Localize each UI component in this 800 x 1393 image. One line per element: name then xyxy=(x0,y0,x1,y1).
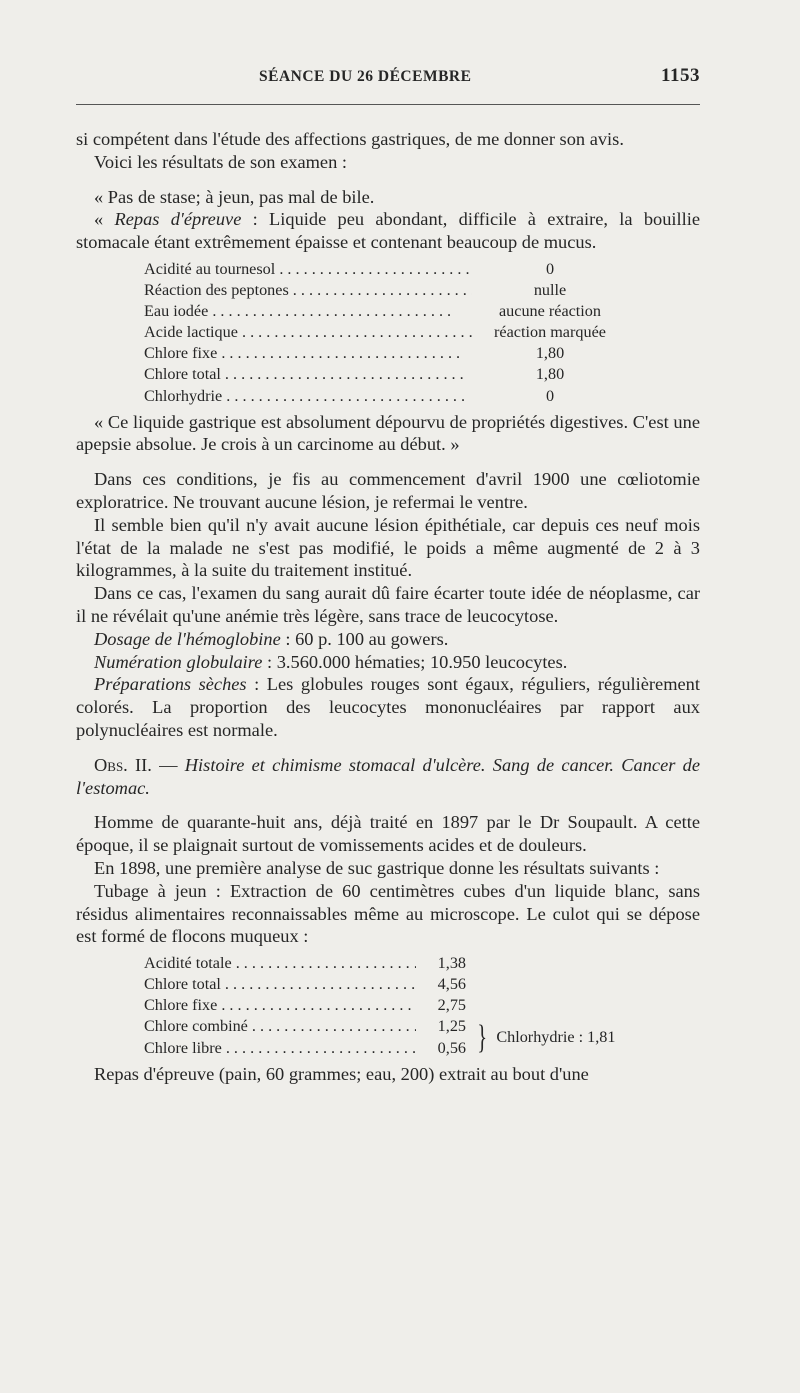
paragraph-text: : Les globules rouges sont égaux, réguliers, régulièrement colorés. La proportion des leucocytes mononucléaires par rapport aux polynucléaires est normale. xyxy=(76,674,700,740)
paragraph-text: : 60 p. 100 au gowers. xyxy=(280,628,449,649)
paragraph-text: : Liquide peu abondant, difficile à extraire, la bouillie stomacale étant extrêmement épaisse et contenant beaucoup de mucus. xyxy=(76,209,701,253)
row-value: 1,80 xyxy=(535,344,565,363)
spacer xyxy=(76,799,700,811)
paragraph: Dans ce cas, l'examen du sang aurait dû faire écarter toute idée de néoplasme, car il ne révélait qu'une anémie très légère, sans trace de leucocytose. xyxy=(76,583,700,627)
obs-label: Obs. II. — xyxy=(94,754,185,775)
italic-term: Préparations sèches xyxy=(94,674,247,695)
row-value: 4,56 xyxy=(437,975,466,994)
paragraph: « Ce liquide gastrique est absolument dépourvu de propriétés digestives. C'est une apepsie absolue. Je crois à un carcinome au début. » xyxy=(76,411,700,455)
paragraph xyxy=(76,651,700,674)
row-value: réaction marquée xyxy=(494,323,606,342)
table-row xyxy=(144,343,700,364)
bracket-note: Chlorhydrie : 1,81 xyxy=(496,1028,616,1046)
results-table-2 xyxy=(144,953,700,1058)
table-row xyxy=(144,280,700,301)
italic-term: Numération globulaire xyxy=(94,651,263,672)
row-label: Acidité totale . . . xyxy=(144,953,416,974)
paragraph xyxy=(76,628,700,651)
paragraph: Voici les résultats de son examen : xyxy=(94,151,347,172)
paragraph: si compétent dans l'étude des affections gastriques, de me donner son avis. xyxy=(76,129,624,149)
obs-title: Histoire et chimisme stomacal d'ulcère. Sang de cancer. Cancer de l'estomac. xyxy=(76,754,701,798)
table-row xyxy=(144,995,700,1016)
page-number: 1153 xyxy=(661,65,700,86)
paragraph: En 1898, une première analyse de suc gastrique donne les résultats suivants : xyxy=(94,857,660,878)
paragraph: Dans ces conditions, je fis au commencement d'avril 1900 une cœliotomie exploratrice. Ne trouvant aucune lésion, je refermai le ventre. xyxy=(76,469,700,513)
row-label: Acidité au tournesol . . . xyxy=(144,259,472,280)
bracketed-rows xyxy=(144,1016,466,1058)
row-value: aucune réaction xyxy=(498,302,601,321)
paragraph xyxy=(76,208,700,254)
row-label: Réaction des peptones . . . xyxy=(144,280,472,301)
row-value: 0 xyxy=(545,386,555,405)
table-row xyxy=(144,974,700,995)
row-label: Chlore total . . . xyxy=(144,364,472,385)
spacer xyxy=(76,456,700,468)
paragraph: « Pas de stase; à jeun, pas mal de bile. xyxy=(94,186,375,207)
row-label: Chlore fixe . . . xyxy=(144,995,416,1016)
row-value: 1,38 xyxy=(437,954,466,973)
table-row xyxy=(144,322,700,343)
results-table-1 xyxy=(144,259,700,407)
row-value: 0 xyxy=(545,259,555,278)
row-label: Chlorhydrie . . . xyxy=(144,386,472,407)
body-text xyxy=(76,128,700,1085)
page xyxy=(76,62,701,1084)
spacer xyxy=(76,174,700,186)
header-title: SÉANCE DU 26 DÉCEMBRE xyxy=(259,68,472,85)
paragraph: Repas d'épreuve (pain, 60 grammes; eau, 200) extrait au bout d'une xyxy=(94,1063,589,1084)
running-header xyxy=(76,62,700,92)
brace-icon: } xyxy=(477,1018,488,1056)
quote-mark: « xyxy=(94,209,115,230)
paragraph xyxy=(76,673,700,741)
row-label: Chlore combiné . . . xyxy=(144,1016,416,1037)
paragraph: Il semble bien qu'il n'y avait aucune lésion épithétiale, car depuis ces neuf mois l'état de la malade ne s'est pas modifié, le poids a même augmenté de 2 à 3 kilogrammes, à la suite du traitement institué. xyxy=(76,514,700,581)
row-label: Chlore total . . . xyxy=(144,974,416,995)
bracket-group xyxy=(144,1016,700,1058)
row-value: nulle xyxy=(533,281,567,300)
row-label: Chlore fixe . . . xyxy=(144,343,472,364)
italic-term: Dosage de l'hémoglobine xyxy=(94,628,281,649)
italic-term: Repas d'épreuve xyxy=(114,209,242,230)
row-value: 0,56 xyxy=(437,1038,466,1057)
table-row xyxy=(144,953,700,974)
row-label: Chlore libre . . . xyxy=(144,1038,416,1059)
table-row xyxy=(144,386,700,407)
table-row xyxy=(144,259,700,280)
spacer xyxy=(76,742,700,754)
row-value: 2,75 xyxy=(437,996,466,1015)
paragraph: Homme de quarante-huit ans, déjà traité en 1897 par le Dr Soupault. A cette époque, il se plaignait surtout de vomissements acides et de douleurs. xyxy=(76,812,700,856)
row-label: Eau iodée . . . xyxy=(144,301,472,322)
paragraph-text: : 3.560.000 hématies; 10.950 leucocytes. xyxy=(262,651,568,672)
table-row xyxy=(144,364,700,385)
observation-heading xyxy=(76,754,700,800)
table-row xyxy=(144,1016,466,1037)
table-row xyxy=(144,1038,466,1059)
table-row xyxy=(144,301,700,322)
header-rule xyxy=(76,104,700,105)
row-label: Acide lactique . . . xyxy=(144,322,472,343)
paragraph: Tubage à jeun : Extraction de 60 centimètres cubes d'un liquide blanc, sans résidus alimentaires reconnaissables même au microscope. Le culot qui se dépose est formé de flocons muqueux : xyxy=(76,880,700,947)
row-value: 1,25 xyxy=(437,1017,466,1036)
row-value: 1,80 xyxy=(535,365,565,384)
